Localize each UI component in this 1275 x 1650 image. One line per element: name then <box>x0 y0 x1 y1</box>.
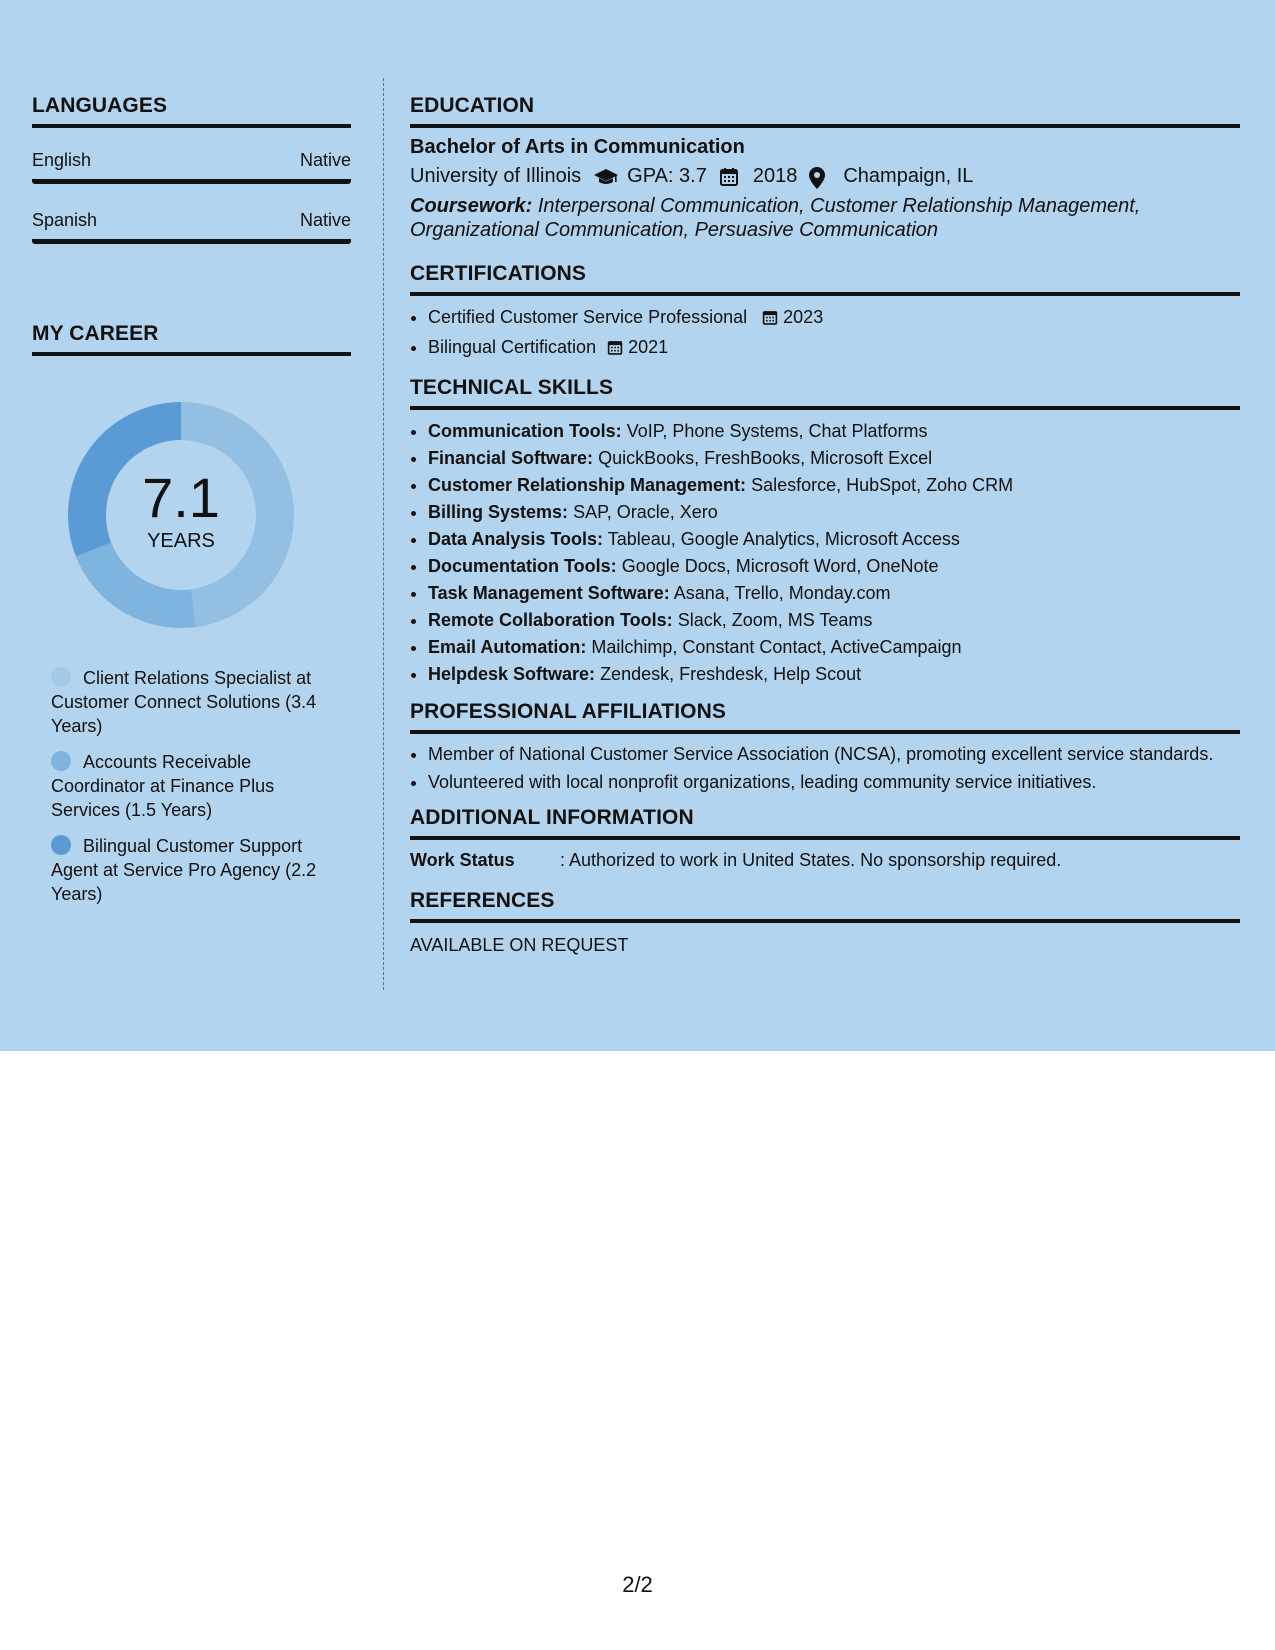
skill-value: Slack, Zoom, MS Teams <box>677 610 873 630</box>
skill-value: Asana, Trello, Monday.com <box>673 583 891 603</box>
column-divider <box>383 78 384 990</box>
location-pin-icon <box>809 167 831 187</box>
career-legend-item <box>51 666 341 738</box>
left-column <box>32 78 351 918</box>
skill-value: Tableau, Google Analytics, Microsoft Access <box>607 529 960 549</box>
skill-item <box>428 553 1240 580</box>
certifications-title: CERTIFICATIONS <box>410 262 1240 296</box>
skill-item <box>428 472 1240 499</box>
calendar-icon <box>607 337 623 364</box>
references-title: REFERENCES <box>410 889 1240 923</box>
skill-label: Financial Software: <box>428 448 594 468</box>
certification-item <box>428 304 1240 334</box>
certifications-list <box>410 304 1240 364</box>
skill-item <box>428 607 1240 634</box>
certification-name: Certified Customer Service Professional <box>428 307 748 327</box>
affiliations-list <box>410 742 1240 794</box>
calendar-icon <box>719 167 741 187</box>
skill-value: Mailchimp, Constant Contact, ActiveCampaign <box>591 637 962 657</box>
languages-title: LANGUAGES <box>32 94 351 128</box>
coursework <box>410 194 1240 242</box>
affiliation-item: • Volunteered with local nonprofit organizations, leading community service initiatives. <box>428 770 1240 794</box>
language-row <box>32 184 351 244</box>
education-location: Champaign, IL <box>843 165 974 187</box>
skill-value: VoIP, Phone Systems, Chat Platforms <box>626 421 928 441</box>
skill-label: Helpdesk Software: <box>428 664 596 684</box>
skills-list <box>410 418 1240 688</box>
education-title: EDUCATION <box>410 94 1240 128</box>
gpa: GPA: 3.7 <box>627 165 707 187</box>
coursework-label: Coursework: <box>410 195 533 217</box>
career-legend-item <box>51 750 341 822</box>
skill-item <box>428 526 1240 553</box>
skill-item <box>428 580 1240 607</box>
donut-center <box>66 400 296 630</box>
skill-label: Remote Collaboration Tools: <box>428 610 673 630</box>
career-legend-item <box>51 834 341 906</box>
technical-skills-title: TECHNICAL SKILLS <box>410 376 1240 410</box>
skill-label: Data Analysis Tools: <box>428 529 604 549</box>
skill-item <box>428 499 1240 526</box>
skill-label: Billing Systems: <box>428 502 569 522</box>
education-details <box>410 165 1240 188</box>
graduation-cap-icon <box>593 167 615 187</box>
skill-item <box>428 634 1240 661</box>
career-legend-text: Bilingual Customer Support Agent at Service Pro Agency (2.2 Years) <box>51 836 317 904</box>
career-donut-chart <box>66 400 296 630</box>
right-column <box>410 78 1240 956</box>
additional-info-title: ADDITIONAL INFORMATION <box>410 806 1240 840</box>
references-text: AVAILABLE ON REQUEST <box>410 935 629 955</box>
legend-dot-icon <box>51 667 71 687</box>
skill-item <box>428 418 1240 445</box>
work-status-row <box>410 850 1240 871</box>
skill-label: Email Automation: <box>428 637 587 657</box>
affiliation-item: • Member of National Customer Service Association (NCSA), promoting excellent service standards. <box>428 742 1240 766</box>
school-name: University of Illinois <box>410 165 582 187</box>
affiliations-title: PROFESSIONAL AFFILIATIONS <box>410 700 1240 734</box>
skill-value: QuickBooks, FreshBooks, Microsoft Excel <box>598 448 933 468</box>
skill-value: Google Docs, Microsoft Word, OneNote <box>621 556 939 576</box>
coursework-list: Interpersonal Communication, Customer Relationship Management, Organizational Communication, Persuasive Communication <box>410 195 1141 241</box>
skill-value: Salesforce, HubSpot, Zoho CRM <box>751 475 1014 495</box>
work-status-label: Work Status <box>410 850 515 870</box>
skill-label: Communication Tools: <box>428 421 622 441</box>
language-name: Spanish <box>32 210 98 230</box>
graduation-year: 2018 <box>752 165 798 187</box>
certification-year: 2021 <box>628 337 669 357</box>
career-legend-text: Accounts Receivable Coordinator at Finance Plus Services (1.5 Years) <box>51 752 275 820</box>
skill-label: Documentation Tools: <box>428 556 617 576</box>
page-number: 2/2 <box>622 1572 653 1597</box>
career-legend <box>51 666 341 906</box>
legend-dot-icon <box>51 751 71 771</box>
language-name: English <box>32 150 92 170</box>
career-title: MY CAREER <box>32 322 351 356</box>
skill-label: Task Management Software: <box>428 583 670 603</box>
work-status-value: : Authorized to work in United States. No sponsorship required. <box>560 850 1062 870</box>
career-legend-text: Client Relations Specialist at Customer Connect Solutions (3.4 Years) <box>51 668 317 736</box>
language-level: Native <box>299 210 351 230</box>
degree-title: Bachelor of Arts in Communication <box>410 136 745 158</box>
skill-value: Zendesk, Freshdesk, Help Scout <box>600 664 862 684</box>
career-total-years: 7.1 <box>142 465 220 529</box>
skill-item <box>428 445 1240 472</box>
career-total-unit: YEARS <box>147 529 215 552</box>
language-level: Native <box>299 150 351 170</box>
language-row <box>32 128 351 184</box>
certification-year: 2023 <box>783 307 824 327</box>
skill-item <box>428 661 1240 688</box>
legend-dot-icon <box>51 835 71 855</box>
calendar-icon <box>762 307 778 334</box>
skill-value: SAP, Oracle, Xero <box>573 502 718 522</box>
certification-name: Bilingual Certification <box>428 337 597 357</box>
skill-label: Customer Relationship Management: <box>428 475 747 495</box>
certification-item <box>428 334 1240 364</box>
